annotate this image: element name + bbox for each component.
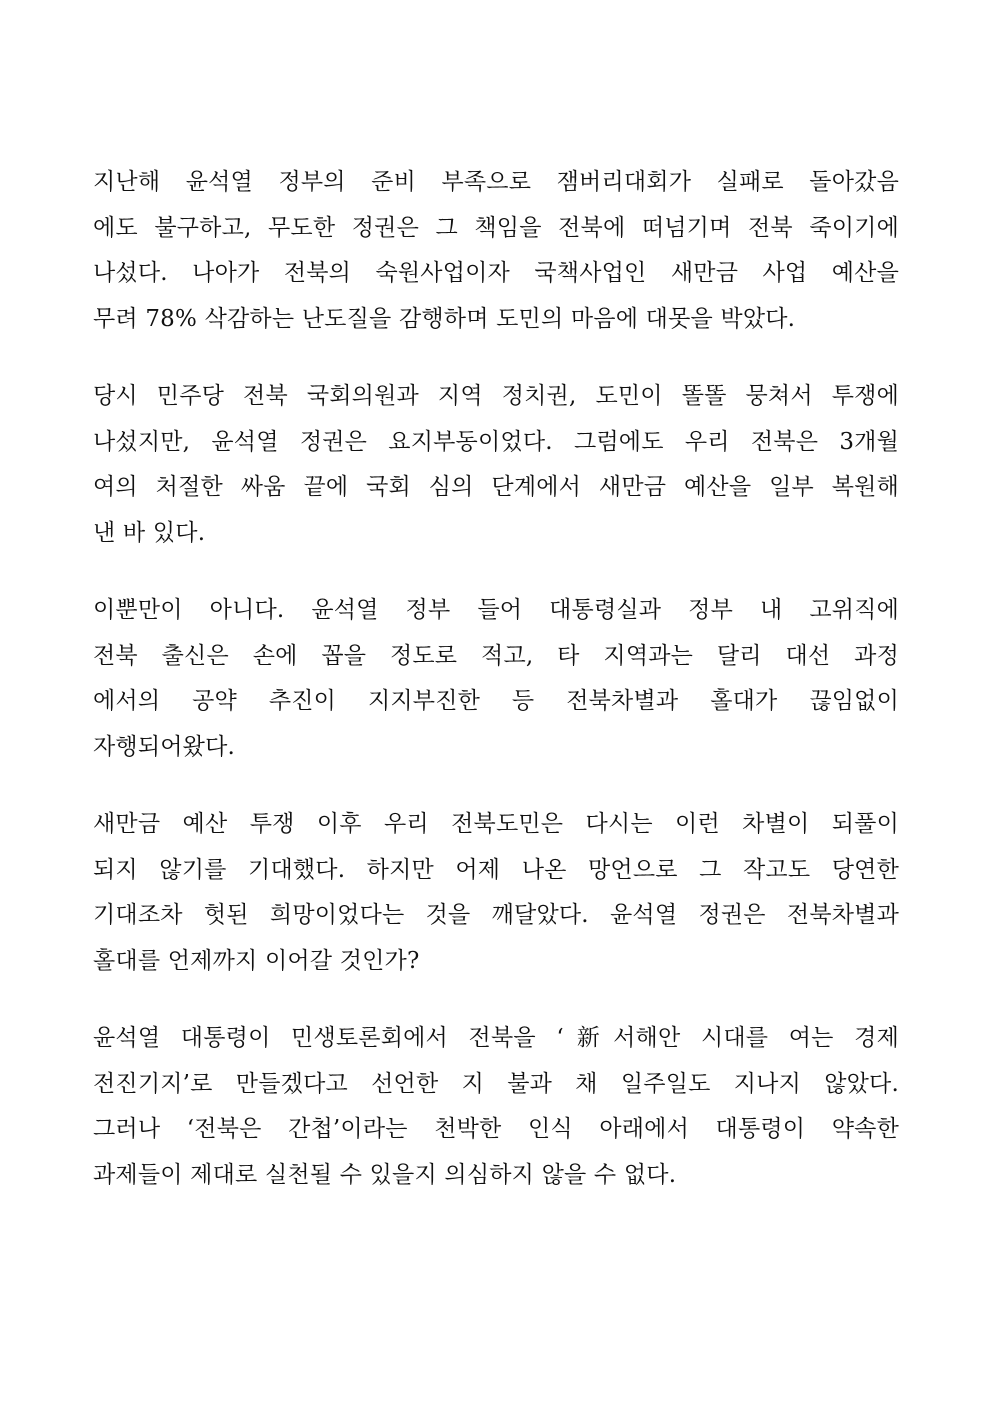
text-line: 되지 않기를 기대했다. 하지만 어제 나온 망언으로 그 작고도 당연한	[93, 856, 899, 883]
paragraph-2	[93, 374, 899, 556]
text-line: 윤석열 대통령이 민생토론회에서 전북을 ‘新서해안 시대를 여는 경제	[93, 1025, 899, 1051]
text-line: 에서의 공약 추진이 지지부진한 등 전북차별과 홀대가 끊임없이	[93, 688, 899, 714]
text-line: 전진기지’로 만들겠다고 선언한 지 불과 채 일주일도 지나지 않았다.	[93, 1070, 899, 1097]
text-line: 무려 78% 삭감하는 난도질을 감행하며 도민의 마음에 대못을 박았다.	[93, 305, 796, 332]
paragraph-5	[93, 1016, 899, 1198]
document-body	[93, 160, 899, 1198]
paragraph-4	[93, 802, 899, 984]
paragraph-3	[93, 588, 899, 770]
text-line: 나섰지만, 윤석열 정권은 요지부동이었다. 그럼에도 우리 전북은 3개월	[93, 428, 899, 455]
text-line: 자행되어왔다.	[93, 733, 236, 760]
text-line: 에도 불구하고, 무도한 정권은 그 책임을 전북에 떠넘기며 전북 죽이기에	[93, 214, 899, 241]
text-line: 전북 출신은 손에 꼽을 정도로 적고, 타 지역과는 달리 대선 과정	[93, 642, 899, 669]
text-line: 그러나 ‘전북은 간첩’이라는 천박한 인식 아래에서 대통령이 약속한	[93, 1116, 899, 1142]
text-line: 기대조차 헛된 희망이었다는 것을 깨달았다. 윤석열 정권은 전북차별과	[93, 902, 899, 928]
text-line: 이뿐만이 아니다. 윤석열 정부 들어 대통령실과 정부 내 고위직에	[93, 597, 899, 623]
paragraph-1	[93, 160, 899, 342]
text-line: 과제들이 제대로 실천될 수 있을지 의심하지 않을 수 없다.	[93, 1161, 677, 1188]
text-line: 여의 처절한 싸움 끝에 국회 심의 단계에서 새만금 예산을 일부 복원해	[93, 474, 899, 500]
text-line: 홀대를 언제까지 이어갈 것인가?	[93, 947, 420, 974]
text-line: 새만금 예산 투쟁 이후 우리 전북도민은 다시는 이런 차별이 되풀이	[93, 811, 899, 837]
text-line: 당시 민주당 전북 국회의원과 지역 정치권, 도민이 똘똘 뭉쳐서 투쟁에	[93, 383, 899, 409]
text-line: 나섰다. 나아가 전북의 숙원사업이자 국책사업인 새만금 사업 예산을	[93, 260, 899, 286]
text-line: 낸 바 있다.	[93, 519, 206, 546]
text-line: 지난해 윤석열 정부의 준비 부족으로 잼버리대회가 실패로 돌아갔음	[93, 169, 899, 195]
